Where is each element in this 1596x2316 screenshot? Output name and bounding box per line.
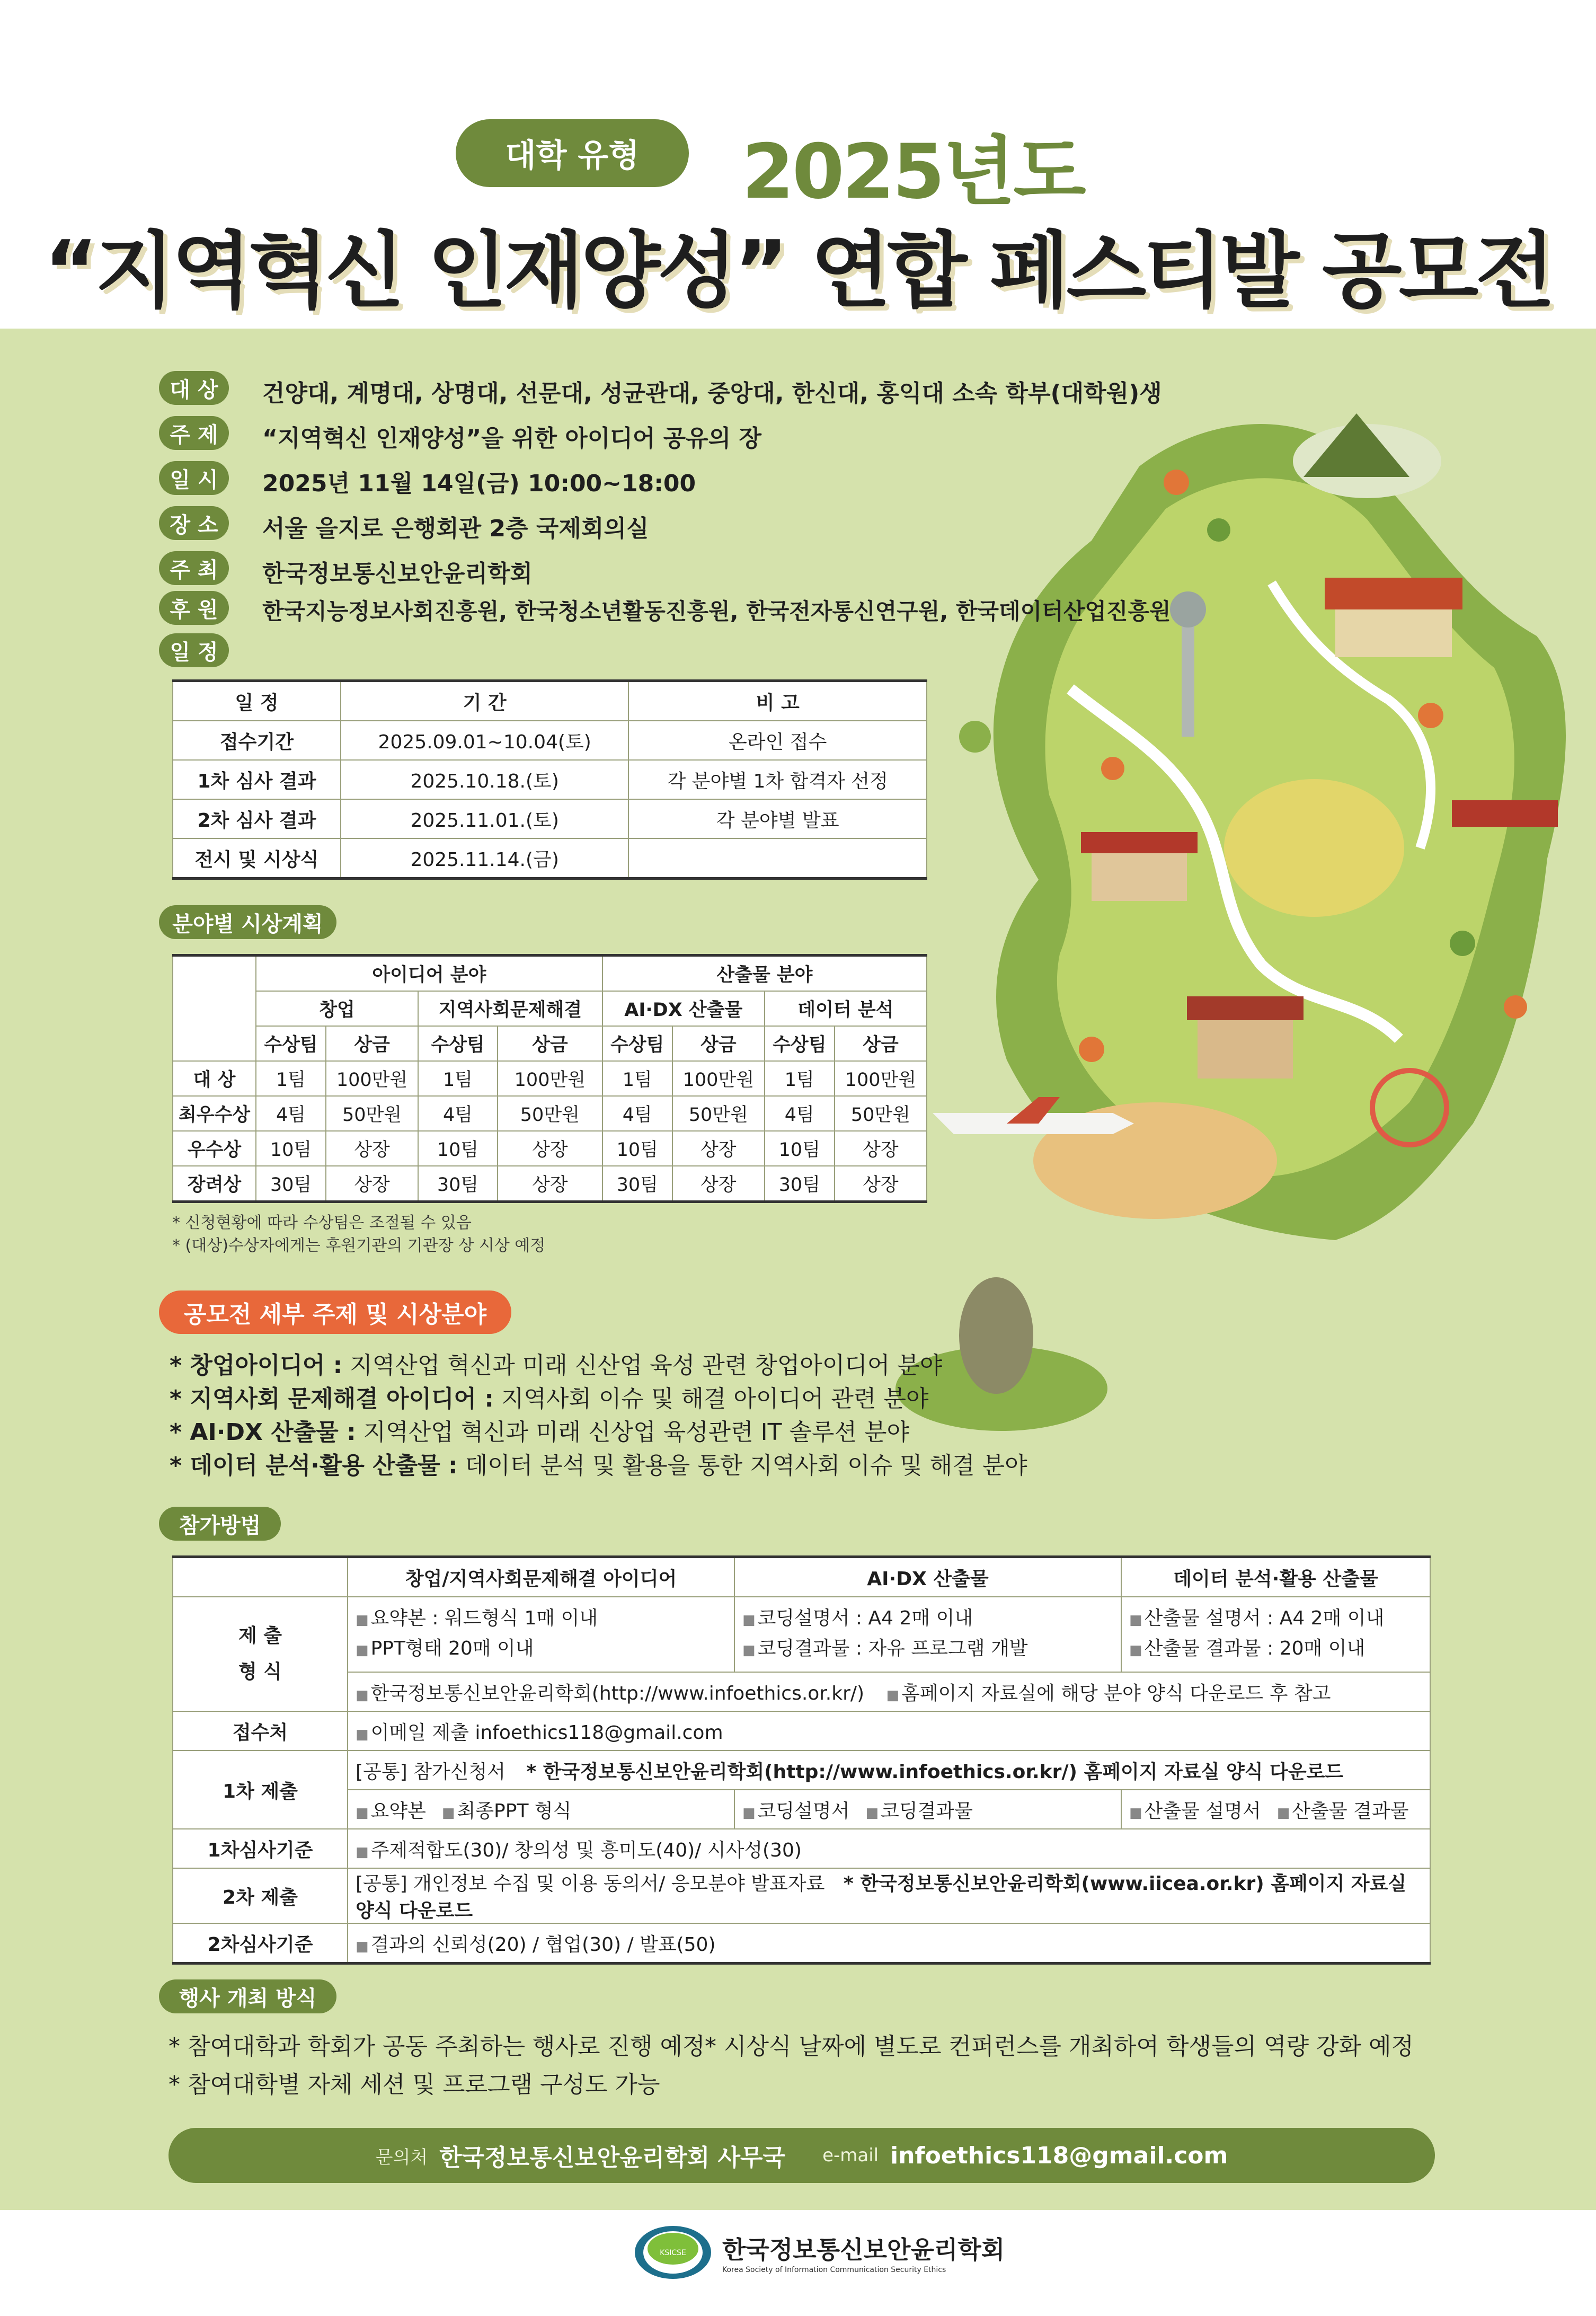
first-item: 최종PPT 형식 — [457, 1800, 572, 1822]
method-table — [172, 1555, 1431, 1965]
criteria1-label: 1차심사기준 — [173, 1829, 348, 1868]
criteria1-text: 주제적합도(30)/ 창의성 및 흥미도(40)/ 시사성(30) — [370, 1839, 802, 1861]
topic-item — [170, 1446, 1027, 1480]
footer-org-en: Korea Society of Information Communication Security Ethics — [722, 2266, 946, 2274]
first-item: 코딩결과물 — [881, 1800, 973, 1822]
schedule-cell: 전시 및 시상식 — [173, 838, 341, 879]
dolharubang — [959, 1277, 1033, 1394]
prize-cell: 50만원 — [672, 1096, 765, 1131]
theme-text: “지역혁신 인재양성”을 위한 아이디어 공유의 장 — [262, 425, 762, 452]
sub-header: 상금 — [498, 1026, 602, 1061]
award-name: 대 상 — [173, 1061, 256, 1096]
palace-body — [1335, 609, 1452, 657]
field-header: AI·DX 산출물 — [602, 991, 765, 1026]
submit-cell: ■ 요약본 : 워드형식 1매 이내 ■ PPT형태 20매 이내 — [348, 1597, 734, 1672]
target-text: 건양대, 계명대, 상명대, 선문대, 성균관대, 중앙대, 한신대, 홍익대 소속 학부(대학원)생 — [262, 380, 1162, 407]
topic-desc: 데이터 분석 및 활용을 통한 지역사회 이슈 및 해결 분야 — [457, 1452, 1027, 1479]
schedule-table — [172, 679, 927, 880]
table-row — [173, 1061, 927, 1096]
schedule-cell: 2차 심사 결과 — [173, 799, 341, 838]
submit-note: 한국정보통신보안윤리학회(http://www.infoethics.or.kr/) — [370, 1682, 865, 1704]
table-row — [173, 1711, 1430, 1751]
prize-cell: 100만원 — [326, 1061, 418, 1096]
contact-email[interactable]: infoethics118@gmail.com — [890, 2142, 1228, 2169]
schedule-cell: 2025.11.14.(금) — [341, 838, 628, 879]
table-row — [173, 1166, 927, 1202]
sponsor-text: 한국지능정보사회진흥원, 한국청소년활동진흥원, 한국전자통신연구원, 한국데이터산업진흥원 — [262, 598, 1171, 624]
sub-header: 수상팀 — [256, 1026, 326, 1061]
prize-cell: 상장 — [835, 1166, 927, 1202]
table-row — [173, 721, 927, 760]
contact-bar — [169, 2128, 1435, 2183]
table-row — [173, 1672, 1430, 1711]
footer-logo — [633, 2223, 1005, 2282]
prize-cell: 상장 — [672, 1166, 765, 1202]
prize-cell: 상장 — [672, 1131, 765, 1166]
method-label: 참가방법 — [159, 1507, 281, 1541]
sub-header: 상금 — [835, 1026, 927, 1061]
award-name: 장려상 — [173, 1166, 256, 1202]
prize-cell: 상장 — [326, 1131, 418, 1166]
table-row — [173, 1131, 927, 1166]
prize-cell: 4팀 — [418, 1096, 498, 1131]
topic-desc: 지역산업 혁신과 미래 신상업 육성관련 IT 솔루션 분야 — [356, 1419, 909, 1446]
prize-cell: 100만원 — [498, 1061, 602, 1096]
submit-note: 홈페이지 자료실에 해당 분야 양식 다운로드 후 참고 — [901, 1682, 1331, 1704]
tree-3 — [1418, 703, 1443, 728]
table-row — [173, 1868, 1430, 1923]
prize-plan-label: 분야별 시상계획 — [159, 905, 336, 939]
schedule-cell: 2025.11.01.(토) — [341, 799, 628, 838]
email-label: e-mail — [822, 2145, 879, 2166]
tree-5 — [1450, 931, 1475, 956]
prize-cell: 30팀 — [765, 1166, 835, 1202]
first-item: 요약본 — [370, 1800, 426, 1822]
event-line: * 참여대학별 자체 세션 및 프로그램 구성도 가능 — [169, 2071, 660, 2098]
schedule-header: 일 정 — [173, 681, 341, 721]
submit-item: 산출물 결과물 : 20매 이내 — [1144, 1638, 1366, 1659]
topic-desc: 지역산업 혁신과 미래 신산업 육성 관련 창업아이디어 분야 — [342, 1352, 943, 1379]
method-header: AI·DX 산출물 — [734, 1557, 1121, 1597]
prize-cell: 상장 — [498, 1166, 602, 1202]
table-row — [173, 1597, 1430, 1672]
schedule-cell: 2025.10.18.(토) — [341, 760, 628, 799]
event-line: * 참여대학과 학회가 공동 주최하는 행사로 진행 예정 — [169, 2033, 705, 2060]
method-header: 창업/지역사회문제해결 아이디어 — [348, 1557, 734, 1597]
prize-cell: 30팀 — [256, 1166, 326, 1202]
tower-shaft — [1182, 609, 1194, 737]
topic-desc: 지역사회 이슈 및 해결 아이디어 관련 분야 — [493, 1385, 929, 1412]
datetime-label: 일 시 — [159, 461, 229, 495]
prize-cell: 30팀 — [602, 1166, 672, 1202]
criteria2-cell: ■ 결과의 신뢰성(20) / 협업(30) / 발표(50) — [348, 1923, 1430, 1964]
schedule-cell — [628, 838, 927, 879]
footer-org-ko: 한국정보통신보안윤리학회 — [722, 2235, 1005, 2264]
prize-cell: 상장 — [498, 1131, 602, 1166]
category-badge: 대학 유형 — [456, 119, 689, 187]
table-row — [173, 838, 927, 879]
first-submit-label: 1차 제출 — [173, 1751, 348, 1829]
first-item: 산출물 결과물 — [1292, 1800, 1409, 1822]
venue-text: 서울 을지로 은행회관 2층 국제회의실 — [262, 515, 649, 542]
prize-cell: 10팀 — [256, 1131, 326, 1166]
table-row — [173, 799, 927, 838]
prize-cell: 100만원 — [835, 1061, 927, 1096]
prize-cell: 4팀 — [256, 1096, 326, 1131]
prize-cell: 1팀 — [256, 1061, 326, 1096]
field-header: 데이터 분석 — [765, 991, 927, 1026]
prize-note: * (대상)수상자에게는 후원기관의 기관장 상 시상 예정 — [172, 1236, 546, 1255]
schedule-header: 기 간 — [341, 681, 628, 721]
submit-cell: ■ 산출물 설명서 : A4 2매 이내 ■ 산출물 결과물 : 20매 이내 — [1121, 1597, 1430, 1672]
prize-cell: 50만원 — [498, 1096, 602, 1131]
sub-header: 수상팀 — [418, 1026, 498, 1061]
criteria2-text: 결과의 신뢰성(20) / 협업(30) / 발표(50) — [370, 1933, 716, 1956]
prize-cell: 1팀 — [418, 1061, 498, 1096]
receipt-label: 접수처 — [173, 1711, 348, 1751]
prize-cell: 10팀 — [418, 1131, 498, 1166]
submit-item: PPT형태 20매 이내 — [370, 1638, 534, 1659]
topic-name: * AI·DX 산출물 : — [170, 1419, 356, 1446]
table-row — [173, 1829, 1430, 1868]
prize-cell: 30팀 — [418, 1166, 498, 1202]
prize-cell: 50만원 — [835, 1096, 927, 1131]
gate-body — [1092, 853, 1187, 901]
submit-item: 코딩결과물 : 자유 프로그램 개발 — [757, 1638, 1028, 1659]
submit-format-label: 제 출 형 식 — [173, 1597, 348, 1711]
society-logo-icon — [633, 2223, 713, 2282]
prize-cell: 1팀 — [765, 1061, 835, 1096]
gate-roof — [1081, 832, 1198, 853]
first-common-cell — [348, 1751, 1430, 1790]
first-item: 산출물 설명서 — [1144, 1800, 1261, 1822]
prize-cell: 50만원 — [326, 1096, 418, 1131]
field-header: 지역사회문제해결 — [418, 991, 602, 1026]
sponsor-label: 후 원 — [159, 591, 229, 625]
prize-cell: 4팀 — [602, 1096, 672, 1131]
output-group-header: 산출물 분야 — [602, 956, 927, 992]
first-item-cell: ■ 코딩설명서 ■ 코딩결과물 — [734, 1790, 1121, 1829]
year-title: 2025년도 — [742, 128, 1084, 216]
tree-7 — [1504, 995, 1527, 1019]
receipt-email: 이메일 제출 infoethics118@gmail.com — [370, 1721, 723, 1744]
schedule-label: 일 정 — [159, 633, 229, 667]
prize-cell: 상장 — [326, 1166, 418, 1202]
theme-label: 주 제 — [159, 416, 229, 450]
topic-item — [170, 1346, 942, 1380]
topic-name: * 데이터 분석·활용 산출물 : — [170, 1452, 458, 1479]
prize-cell: 4팀 — [765, 1096, 835, 1131]
first-item-cell: ■ 산출물 설명서 ■ 산출물 결과물 — [1121, 1790, 1430, 1829]
receipt-cell: ■ 이메일 제출 infoethics118@gmail.com — [348, 1711, 1430, 1751]
event-label: 행사 개최 방식 — [159, 1979, 336, 2013]
table-row — [173, 1923, 1430, 1964]
award-name: 우수상 — [173, 1131, 256, 1166]
second-submit-note: * 한국정보통신보안윤리학회(www.iicea.or.kr) 홈페이지 자료실 양식 다운로드 — [356, 1873, 1407, 1922]
prize-cell: 100만원 — [672, 1061, 765, 1096]
topic-item — [170, 1380, 928, 1413]
schedule-cell: 접수기간 — [173, 721, 341, 760]
topic-item — [170, 1413, 909, 1447]
table-row — [173, 1751, 1430, 1790]
criteria1-cell: ■ 주제적합도(30)/ 창의성 및 흥미도(40)/ 시사성(30) — [348, 1829, 1430, 1868]
tree-2 — [1207, 518, 1230, 542]
schedule-cell: 온라인 접수 — [628, 721, 927, 760]
table-row — [173, 760, 927, 799]
sub-header: 상금 — [672, 1026, 765, 1061]
topic-name: * 창업아이디어 : — [170, 1352, 343, 1379]
award-name: 최우수상 — [173, 1096, 256, 1131]
contact-org: 한국정보통신보안윤리학회 사무국 — [439, 2144, 786, 2171]
method-corner — [173, 1557, 348, 1597]
table-row — [173, 1096, 927, 1131]
submit-item: 코딩설명서 : A4 2매 이내 — [757, 1607, 973, 1629]
submit-item: 산출물 설명서 : A4 2매 이내 — [1144, 1607, 1385, 1629]
submit-cell: ■ 코딩설명서 : A4 2매 이내 ■ 코딩결과물 : 자유 프로그램 개발 — [734, 1597, 1121, 1672]
submit-item: 요약본 : 워드형식 1매 이내 — [370, 1607, 598, 1629]
first-common: [공통] 참가신청서 — [356, 1761, 506, 1783]
schedule-header: 비 고 — [628, 681, 927, 721]
criteria2-label: 2차심사기준 — [173, 1923, 348, 1964]
submit-note-cell: ■ 한국정보통신보안윤리학회(http://www.infoethics.or.kr/) ■ 홈페이지 자료실에 해당 분야 양식 다운로드 후 참고 — [348, 1672, 1430, 1711]
sub-header: 수상팀 — [602, 1026, 672, 1061]
host-label: 주 최 — [159, 551, 229, 585]
south-gate-roof — [1187, 996, 1304, 1020]
small-isle — [959, 721, 991, 753]
second-submit: [공통] 개인정보 수집 및 이용 동의서/ 응모분야 발표자료 — [356, 1873, 825, 1895]
first-item: 코딩설명서 — [757, 1800, 850, 1822]
prize-note: * 신청현황에 따라 수상팀은 조절될 수 있음 — [172, 1214, 472, 1232]
venue-label: 장 소 — [159, 506, 229, 540]
topic-name: * 지역사회 문제해결 아이디어 : — [170, 1385, 494, 1412]
tower-head — [1170, 591, 1206, 627]
datetime-text: 2025년 11월 14일(금) 10:00~18:00 — [262, 470, 696, 497]
second-submit-cell — [348, 1868, 1430, 1923]
tree-6 — [1079, 1037, 1104, 1062]
sub-header: 수상팀 — [765, 1026, 835, 1061]
prize-cell: 상장 — [835, 1131, 927, 1166]
idea-group-header: 아이디어 분야 — [256, 956, 602, 992]
south-gate-body — [1198, 1020, 1293, 1079]
schedule-cell: 2025.09.01~10.04(토) — [341, 721, 628, 760]
tree-4 — [1101, 757, 1124, 780]
prize-cell: 10팀 — [602, 1131, 672, 1166]
host-text: 한국정보통신보안윤리학회 — [262, 560, 533, 587]
tree-1 — [1164, 470, 1189, 495]
table-row — [173, 1790, 1430, 1829]
contact-label: 문의처 — [375, 2146, 428, 2168]
temple-roof — [1452, 800, 1558, 827]
schedule-cell: 1차 심사 결과 — [173, 760, 341, 799]
prize-cell: 1팀 — [602, 1061, 672, 1096]
prize-corner — [173, 956, 256, 1062]
prize-table — [172, 954, 927, 1203]
logo-seal-text: KSICSE — [660, 2249, 686, 2257]
target-label: 대 상 — [159, 371, 229, 405]
schedule-cell: 각 분야별 발표 — [628, 799, 927, 838]
method-header: 데이터 분석·활용 산출물 — [1121, 1557, 1430, 1597]
event-line: * 시상식 날짜에 별도로 컨퍼런스를 개최하여 학생들의 역량 강화 예정 — [705, 2033, 1414, 2060]
field-area — [1224, 779, 1404, 917]
second-submit-label: 2차 제출 — [173, 1868, 348, 1923]
first-common-note: * 한국정보통신보안윤리학회(http://www.infoethics.or.kr/) 홈페이지 자료실 양식 다운로드 — [526, 1761, 1344, 1783]
palace-roof — [1325, 578, 1462, 609]
sub-header: 상금 — [326, 1026, 418, 1061]
prize-cell: 10팀 — [765, 1131, 835, 1166]
topics-label: 공모전 세부 주제 및 시상분야 — [159, 1290, 511, 1334]
field-header: 창업 — [256, 991, 418, 1026]
schedule-cell: 각 분야별 1차 합격자 선정 — [628, 760, 927, 799]
first-item-cell: ■ 요약본 ■ 최종PPT 형식 — [348, 1790, 734, 1829]
page-title: “지역혁신 인재양성” 연합 페스티발 공모전 — [43, 223, 1553, 319]
